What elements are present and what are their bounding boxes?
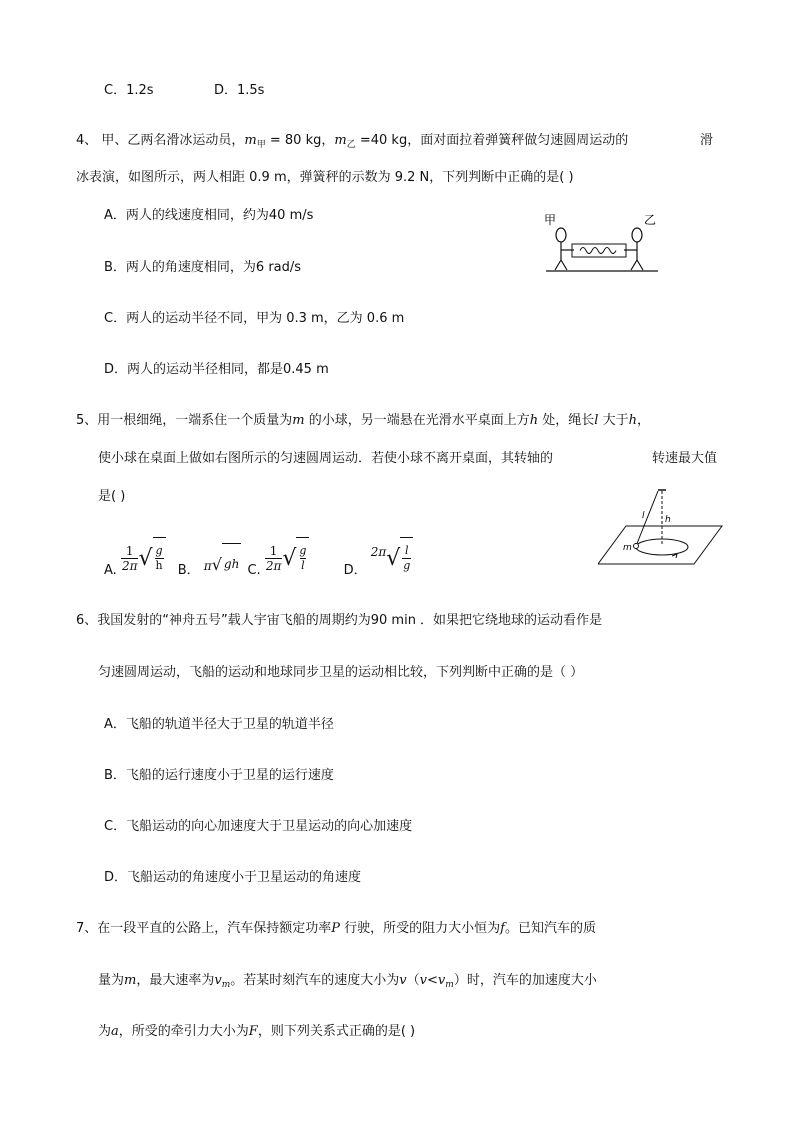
- skater-jia-figure: [555, 228, 574, 270]
- q6-option-b: B．飞船的运行速度小于卫星的运行速度: [104, 768, 334, 783]
- q4-skaters-figure: [540, 208, 670, 276]
- q6-stem-line2: 匀速圆周运动，飞船的运动和地球同步卫星的运动相比较，下列判断中正确的是（ ）: [98, 665, 584, 680]
- fig-label-m: m: [623, 543, 632, 553]
- q4-stem-line2: 冰表演，如图所示，两人相距 0.9 m，弹簧秤的示数为 9.2 N，下列判断中正确的是( ): [76, 170, 574, 185]
- q5-option-a: A. $\frac{1}{2\pi}$ √ $\frac{g}{h}$: [104, 539, 166, 591]
- q5-stem-line2: 使小球在桌面上做如右图所示的匀速圆周运动．若使小球不离开桌面，其转轴的: [98, 451, 554, 466]
- sqrt-l-over-g: √ $\frac{l}{g}$: [386, 540, 413, 578]
- q3-option-c: C．1.2s: [104, 83, 154, 98]
- q6-option-c: C．飞船运动的向心加速度大于卫星运动的向心加速度: [104, 819, 413, 834]
- sqrt-g-over-l: √ $\frac{g}{l}$: [282, 540, 309, 578]
- spring-scale-figure: [572, 244, 626, 257]
- fig-label-jia: 甲: [544, 213, 557, 227]
- q7-stem-line2: 量为m，最大速率为$v_m$。若某时刻汽车的速度大小为$v(v<v_m)$时，汽车的加速度大小: [98, 973, 597, 990]
- q5-options: [104, 532, 413, 578]
- q4-option-a: A．两人的线速度相同，约为40 m/s: [104, 208, 314, 223]
- fig-label-h: h: [665, 515, 671, 525]
- table-surface: [598, 526, 722, 564]
- skater-yi-figure: [624, 228, 643, 270]
- q7-stem-line3: 为a，所受的牵引力大小为F，则下列关系式正确的是( ): [98, 1024, 416, 1039]
- q3-option-d: D．1.5s: [214, 83, 265, 98]
- q5-stem-line1: 5、用一根细绳，一端系住一个质量为m 的小球，另一端悬在光滑水平桌面上方h 处，绳长l 大于h，: [76, 413, 650, 428]
- q5-option-b: B． π √ gh: [178, 539, 242, 591]
- q5-stem-line2-end: 转速最大值: [652, 451, 718, 466]
- ball: [634, 544, 639, 549]
- q6-option-d: D．飞船运动的角速度小于卫星运动的角速度: [104, 870, 362, 885]
- q4-option-c: C．两人的运动半径不同，甲为 0.3 m，乙为 0.6 m: [104, 311, 405, 326]
- q6-option-a: A．飞船的轨道半径大于卫星的轨道半径: [104, 717, 334, 732]
- q4-option-d: D．两人的运动半径相同，都是0.45 m: [104, 362, 329, 377]
- q4-option-b: B．两人的角速度相同，为6 rad/s: [104, 260, 302, 275]
- q4-stem-line1-end: 滑: [700, 133, 714, 148]
- fig-label-l: l: [642, 511, 645, 521]
- q4-stem-line1: 4、 甲、乙两名滑冰运动员，$m_甲 = 80$ kg，$m_乙 =40$ kg，面对面拉着弹簧秤做匀速圆周运动的: [76, 133, 629, 150]
- q5-pendulum-figure: [598, 486, 724, 570]
- sqrt-gh: √ gh: [212, 546, 242, 584]
- string-line: [636, 491, 658, 546]
- fig-label-yi: 乙: [644, 213, 657, 227]
- frac-1-over-2pi: $\frac{1}{2\pi}$: [121, 544, 138, 573]
- q5-stem-line3: 是( ): [98, 489, 126, 504]
- q6-stem-line1: 6、我国发射的“神舟五号”载人宇宙飞船的周期约为90 min ．如果把它绕地球的运动看作是: [76, 613, 603, 628]
- q5-option-d: D． 2π √ $\frac{l}{g}$: [344, 532, 414, 591]
- q5-option-c: C. $\frac{1}{2\pi}$ √ $\frac{g}{l}$: [247, 539, 309, 591]
- sqrt-g-over-h: √ $\frac{g}{h}$: [138, 540, 165, 578]
- q7-stem-line1: 7、在一段平直的公路上，汽车保持额定功率P 行驶，所受的阻力大小恒为f。已知汽车的质: [76, 921, 596, 936]
